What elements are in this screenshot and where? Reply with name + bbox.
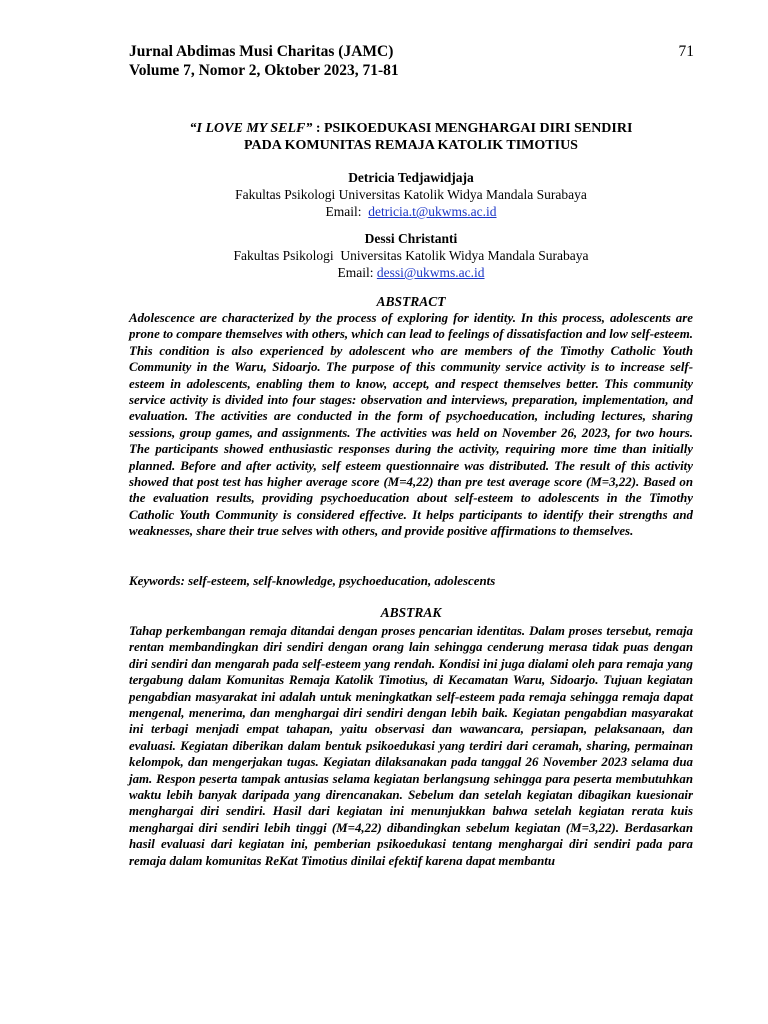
author-block-2: [129, 230, 693, 281]
journal-volume: Volume 7, Nomor 2, Oktober 2023, 71-81: [129, 62, 399, 79]
author-email-line: [129, 203, 693, 220]
author-email-link[interactable]: detricia.t@ukwms.ac.id: [368, 204, 497, 219]
abstract-body: Adolescence are characterized by the process of exploring for identity. In this process, adolescents are prone to compare themselves with others, which can lead to feelings of dissatisfaction and low self-esteem. This condition is also experienced by adolescent who are members of the Timothy Catholic Youth Community in the Waru, Sidoarjo. The purpose of this community service activity is to increase self-esteem in adolescents, enabling them to know, accept, and respect themselves better. This community service activity is divided into four stages: observation and interviews, preparation, implementation, and evaluation. The activities are conducted in the form of psychoeducation, including lectures, sharing sessions, group games, and assignments. The activities was held on November 26, 2023, for two hours. The participants showed enthusiastic responses during the activity, requiring more time than initially planned. Before and after activity, self esteem questionnaire was distributed. The result of this activity showed that post test has higher average score (M=4,22) than pre test average score (M=3,22). Based on the evaluation results, providing psychoeducation about self-esteem to adolescents in the Timothy Catholic Youth Community is considered effective. It helps participants to identify their strengths and weaknesses, share their true selves with others, and provide positive affirmations to themselves.: [129, 311, 693, 539]
author-name: Dessi Christanti: [364, 231, 458, 246]
abstrak-heading: ABSTRAK: [380, 605, 442, 620]
journal-header: [129, 42, 399, 80]
author-block-1: [129, 169, 693, 220]
page-number: 71: [678, 43, 694, 60]
email-label: Email:: [325, 204, 369, 219]
author-email-link[interactable]: dessi@ukwms.ac.id: [376, 265, 485, 280]
author-affiliation: Fakultas Psikologi Universitas Katolik Widya Mandala Surabaya: [235, 187, 587, 202]
author-email-line: [129, 264, 693, 281]
author-affiliation: Fakultas Psikologi Universitas Katolik Widya Mandala Surabaya: [233, 248, 589, 263]
email-label: Email:: [337, 265, 377, 280]
paper-title: [129, 120, 693, 154]
title-italic-part: “I LOVE MY SELF”: [189, 121, 313, 136]
abstract-heading: ABSTRACT: [376, 294, 446, 309]
title-line-2: PADA KOMUNITAS REMAJA KATOLIK TIMOTIUS: [244, 138, 578, 153]
title-line-1-rest: : PSIKOEDUKASI MENGHARGAI DIRI SENDIRI: [312, 121, 633, 136]
author-name: Detricia Tedjawidjaja: [348, 170, 474, 185]
abstrak-body: Tahap perkembangan remaja ditandai dengan proses pencarian identitas. Dalam proses tersebut, remaja rentan membandingkan diri sendiri dengan orang lain sehingga cenderung merasa tidak puas dengan diri sendiri dan mengarah pada self-esteem yang rendah. Kondisi ini juga dialami oleh para remaja yang tergabung dalam Komunitas Remaja Katolik Timotius, di Kecamatan Waru, Sidoarjo. Tujuan kegiatan pengabdian masyarakat ini adalah untuk meningkatkan self-esteem pada remaja sehingga remaja dapat mengenal, menerima, dan menghargai diri sendiri dengan lebih baik. Kegiatan pengabdian masyarakat ini terbagi menjadi empat tahapan, yaitu observasi dan wawancara, persiapan, pelaksanaan, dan evaluasi. Kegiatan diberikan dalam bentuk psikoedukasi yang terdiri dari ceramah, sharing, permainan kelompok, dan mengerjakan tugas. Kegiatan dilaksanakan pada tanggal 26 November 2023 selama dua jam. Respon peserta tampak antusias selama kegiatan berlangsung sehingga para peserta membutuhkan waktu lebih banyak daripada yang direncanakan. Sebelum dan setelah kegiatan dibagikan kuesionair menghargai diri sendiri. Hasil dari kegiatan ini menunjukkan bahwa setelah kegiatan rerata kuis menghargai diri sendiri lebih tinggi (M=4,22) dibandingkan sebelum kegiatan (M=3,22). Berdasarkan hasil evaluasi dari kegiatan ini, pemberian psikoedukasi tentang menghargai diri sendiri pada para remaja dalam komunitas ReKat Timotius dinilai efektif karena dapat membantu: [129, 624, 693, 868]
keywords-line: Keywords: self-esteem, self-knowledge, psychoeducation, adolescents: [129, 574, 496, 588]
journal-name: Jurnal Abdimas Musi Charitas (JAMC): [129, 43, 394, 60]
title-line-1: [129, 120, 693, 137]
